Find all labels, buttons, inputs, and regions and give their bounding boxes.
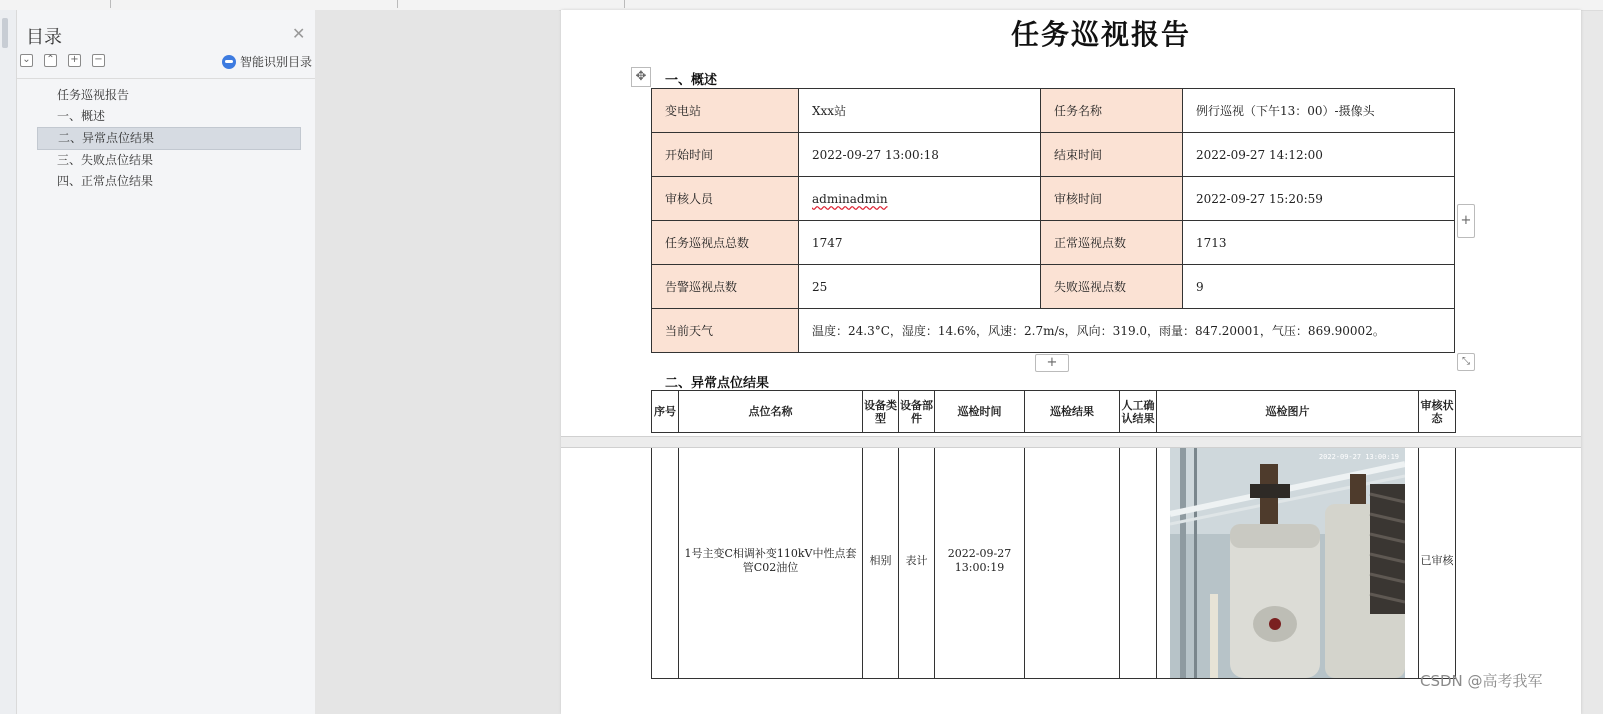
toc-item-report[interactable]: 任务巡视报告 [57, 88, 130, 102]
info-label: 任务巡视点总数 [652, 221, 799, 265]
inspect-time-cell [935, 444, 1025, 679]
toc-list [37, 85, 301, 192]
info-value: 2022-09-27 15:20:59 [1183, 177, 1455, 221]
overview-table [651, 88, 1455, 353]
info-value: 1747 [799, 221, 1041, 265]
info-value: 1713 [1183, 221, 1455, 265]
add-row-button[interactable]: + [1035, 354, 1069, 372]
column-header: 设备类型 [863, 391, 899, 433]
remove-level-icon[interactable]: − [92, 54, 105, 67]
table-row [652, 133, 1455, 177]
info-label: 结束时间 [1041, 133, 1183, 177]
toc-item-failed[interactable]: 三、失败点位结果 [57, 153, 154, 167]
close-icon[interactable]: ✕ [292, 24, 306, 43]
inspect-clock: 13:00:19 [954, 561, 1005, 574]
collapse-up-icon[interactable]: ⌃ [44, 54, 57, 67]
info-label: 审核时间 [1041, 177, 1183, 221]
device-part-cell: 表计 [899, 444, 935, 679]
photo-timestamp: 2022-09-27 13:00:19 [1318, 453, 1399, 461]
column-header: 人工确认结果 [1120, 391, 1157, 433]
doc-title: 任务巡视报告 [1010, 18, 1191, 51]
info-value: 2022-09-27 14:12:00 [1183, 133, 1455, 177]
divider [17, 78, 315, 79]
toc-panel [16, 10, 316, 714]
smart-toc-button[interactable] [222, 53, 312, 70]
panel-tab[interactable] [2, 18, 8, 48]
review-status-cell: 已审核 [1419, 444, 1456, 679]
toc-toolbar [20, 54, 105, 67]
inspect-result-cell [1025, 444, 1120, 679]
info-label: 任务名称 [1041, 89, 1183, 133]
inspection-photo[interactable] [1170, 444, 1405, 678]
reviewer-name: adminadmin [812, 191, 888, 206]
table-row [652, 444, 1456, 679]
expand-down-icon[interactable]: ⌄ [20, 54, 33, 67]
toc-item-overview[interactable]: 一、概述 [57, 109, 106, 123]
page-break [561, 436, 1581, 448]
section-overview-heading: 一、概述 [665, 73, 718, 88]
column-header: 审核状态 [1419, 391, 1456, 433]
inspect-photo-cell [1157, 444, 1419, 679]
smart-ai-icon [222, 55, 236, 69]
weather-value: 温度：24.3°C，湿度：14.6%，风速：2.7m/s，风向：319.0，雨量：847.20001，气压：869.90002。 [799, 309, 1455, 353]
document-page [561, 10, 1581, 714]
info-label: 变电站 [652, 89, 799, 133]
smart-toc-label: 智能识别目录 [240, 55, 313, 69]
column-header: 点位名称 [679, 391, 863, 433]
info-label: 正常巡视点数 [1041, 221, 1183, 265]
info-value [799, 177, 1041, 221]
table-move-icon[interactable]: ✥ [631, 67, 651, 87]
table-row [652, 309, 1455, 353]
toc-item-normal[interactable]: 四、正常点位结果 [57, 174, 154, 188]
watermark: CSDN @高考我军 [1420, 672, 1543, 690]
device-type-cell: 相别 [863, 444, 899, 679]
info-label: 开始时间 [652, 133, 799, 177]
info-value: Xxx站 [799, 89, 1041, 133]
weather-label: 当前天气 [652, 309, 799, 353]
index-cell [652, 444, 679, 679]
left-strip [0, 10, 16, 714]
info-label: 审核人员 [652, 177, 799, 221]
column-header: 巡检结果 [1025, 391, 1120, 433]
bushing-photo-graphic [1170, 444, 1405, 678]
table-row [652, 89, 1455, 133]
info-value: 例行巡视（下午13：00）-摄像头 [1183, 89, 1455, 133]
column-header: 序号 [652, 391, 679, 433]
column-header: 设备部件 [899, 391, 935, 433]
info-value: 25 [799, 265, 1041, 309]
table-row [652, 177, 1455, 221]
inspect-date: 2022-09-27 [947, 547, 1012, 560]
abnormal-results-table [651, 390, 1456, 679]
info-label: 告警巡视点数 [652, 265, 799, 309]
table-header-row [652, 391, 1456, 433]
info-label: 失败巡视点数 [1041, 265, 1183, 309]
column-header: 巡检时间 [935, 391, 1025, 433]
point-name-cell: 1号主变C相调补变110kV中性点套管C02油位 [679, 444, 863, 679]
table-row [652, 221, 1455, 265]
toc-item-abnormal[interactable]: 二、异常点位结果 [37, 127, 301, 150]
manual-result-cell [1120, 444, 1157, 679]
add-column-button[interactable]: + [1457, 204, 1475, 238]
toc-title: 目录 [26, 27, 62, 48]
workspace-gap [315, 10, 559, 714]
resize-icon[interactable]: ⤡ [1457, 353, 1475, 371]
column-header: 巡检图片 [1157, 391, 1419, 433]
info-value: 9 [1183, 265, 1455, 309]
section-abnormal-heading: 二、异常点位结果 [665, 376, 770, 391]
add-level-icon[interactable]: + [68, 54, 81, 67]
table-row [652, 265, 1455, 309]
info-value: 2022-09-27 13:00:18 [799, 133, 1041, 177]
